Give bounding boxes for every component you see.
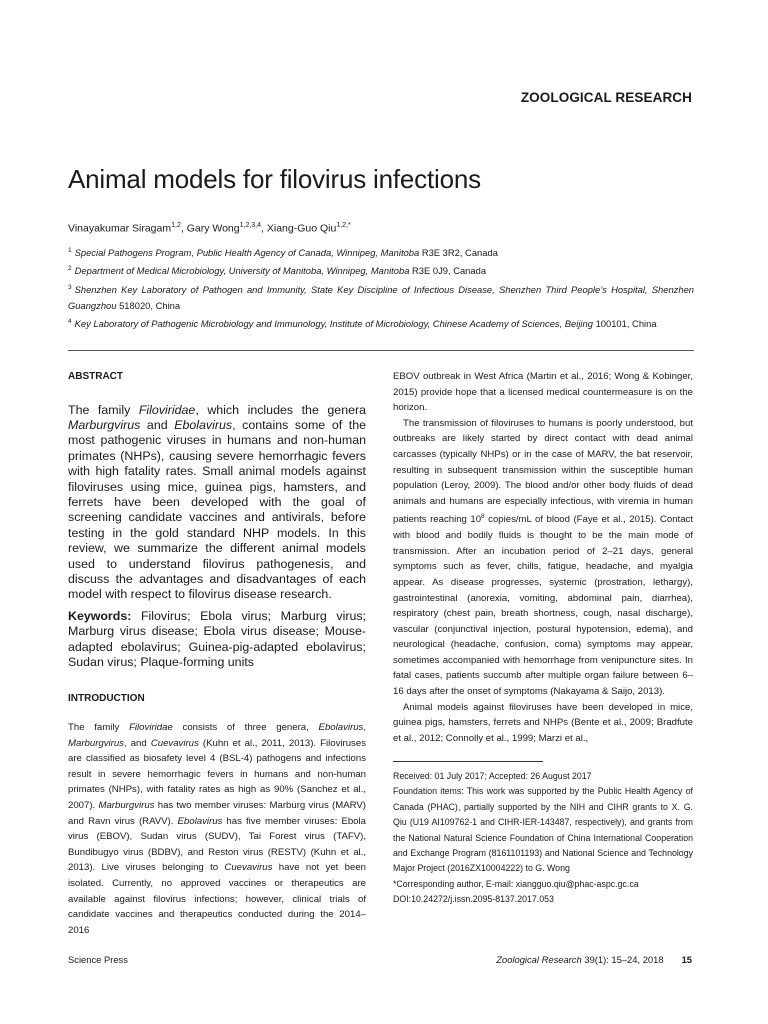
affiliation-postcode: 100101, China [595, 318, 657, 330]
author-affil-sup: 1,2,3,4 [239, 222, 262, 229]
corresponding-author: *Corresponding author, E-mail: xiangguo.qiu@phac-aspc.gc.ca [393, 878, 639, 889]
footer-citation: 39(1): 15–24, 2018 [581, 954, 664, 965]
affiliation [68, 314, 694, 332]
affiliation-text: Key Laboratory of Pathogenic Microbiology and Immunology, Institute of Microbiology, Chinese Academy of Sciences, Beijing [74, 318, 593, 330]
received-date: Received: 01 July 2017; Accepted: 26 August 2017 [393, 771, 592, 781]
abstract-heading: ABSTRACT [68, 371, 123, 382]
foundation-items: Foundation items: This work was supported by the Public Health Agency of Canada (PHAC), partially supported by the NIH and CIHR grants to X. G. Qiu (U19 AI109762-1 and CIHR-IER-143487, respectively), and grants from the National Natural Science Foundation of China International Cooperation and Exchange Program (8161101193) and National Science and Technology Major Project (2016ZX10004222) to G. Wong [393, 786, 693, 874]
footnotes [393, 769, 693, 908]
footer-journal: Zoological Research [496, 954, 582, 965]
affiliation-postcode: R3E 0J9, Canada [412, 265, 487, 277]
body-paragraph: Animal models against filoviruses have been developed in mice, guinea pigs, hamsters, ferrets and NHPs (Bente et al., 2009; Bradfute et al., 2012; Connolly et al., 1999; Marzi et al., [393, 701, 693, 744]
article-title: Animal models for filovirus infections [68, 164, 481, 194]
keywords-label: Keywords: [68, 608, 132, 623]
body-paragraph: EBOV outbreak in West Africa (Martin et al., 2016; Wong & Kobinger, 2015) provide hope that a licensed medical countermeasure is on the horizon. [393, 371, 693, 414]
affiliation-number: 3 [68, 283, 72, 291]
author-affil-sup: 1,2 [171, 222, 181, 229]
intro-paragraph: The family Filoviridae consists of three genera, Ebolavirus, Marburgvirus, and Cuevavirus (Kuhn et al., 2011, 2013). Filoviruses are classified as biosafety level 4 (BSL-4) pathogens and infections result in severe hemorrhagic fevers in humans and non-human primates (NHPs), with fatality rates as high as 90% (Sanchez et al., 2007). Marburgvirus has two member viruses: Marburg virus (MARV) and Ravn virus (RAVV). Ebolavirus has five member viruses: Ebola virus (EBOV), Sudan virus (SUDV), Tai Forest virus (TAFV), Bundibugyo virus (BDBV), and Reston virus (RESTV) (Kuhn et al., 2013). Live viruses belonging to Cuevavirus have not yet been isolated. Currently, no approved vaccines or therapeutics are available against filovirus infections; however, clinical trials of candidate vaccines and therapeutics conducted during the 2014–2016 [68, 722, 367, 936]
body-paragraph: The transmission of filoviruses to humans is poorly understood, but outbreaks are likely started by direct contact with dead animal carcasses (typically NHPs) or in the case of MARV, the bat reservoir, resulting in subsequent transmission within the susceptible human population (Leroy, 2009). The blood and/or other body fluids of dead animals and humans are especially infectious, with viremia in human patients reaching $10^8$ copies/mL of blood (Faye et al., 2015). Contact with blood and bodily fluids is thought to be the main mode of transmission. After an incubation period of 2–21 days, general symptoms such as fever, chills, fatigue, headache, and myalgia appear. As disease progresses, systemic (prostration, lethargy), gastrointestinal (anorexia, vomiting, abdominal pain, diarrhea), respiratory (chest pain, breath shortness, cough, nasal discharge), vascular (conjunctival injection, postural hypotension, edema), and neurological (headache, confusion, coma) symptoms may appear, sometimes accompanied with hemorrhage from venipuncture sites. In fatal cases, patients succumb after multiple organ failure between 6–16 days after the onset of symptoms (Nakayama & Saijo, 2013). [393, 417, 693, 698]
doi: DOI:10.24272/j.issn.2095-8137.2017.053 [393, 894, 554, 905]
affiliation-number: 2 [68, 265, 72, 273]
abstract-text: The family Filoviridae, which includes the genera Marburgvirus and Ebolavirus, contains some of the most pathogenic viruses in humans and non-human primates (NHPs), causing severe hemorrhagic fevers with high fatality rates. Small animal models against filoviruses using mice, guinea pigs, hamsters, and ferrets have been developed with the goal of screening candidate vaccines and antivirals, before testing in the gold standard NHP models. In this review, we summarize the different animal models used to understand filovirus pathogenesis, and discuss the advantages and disadvantages of each model with respect to filovirus disease research. [68, 402, 366, 602]
author-list: Vinayakumar Siragam$^{1,2}$, Gary Wong$^{1,2,3,4}$, Xiang-Guo Qiu$^{1,2,*}$ [68, 222, 351, 235]
publisher: Science Press [68, 954, 128, 965]
journal-name: ZOOLOGICAL RESEARCH [520, 90, 692, 105]
affiliation-number: 4 [68, 318, 72, 326]
header-divider [68, 350, 694, 351]
keywords-list: Filovirus; Ebola virus; Marburg virus; Marburg virus disease; Ebola virus disease; Mouse-adapted ebolavirus; Guinea-pig-adapted ebolavirus; Sudan virus; Plaque-forming units [68, 608, 366, 670]
affiliation-postcode: 518020, China [119, 299, 181, 311]
left-column [68, 369, 366, 938]
keywords [68, 609, 366, 671]
introduction-heading: INTRODUCTION [68, 692, 145, 704]
affiliation [68, 280, 694, 315]
affiliation-postcode: R3E 3R2, Canada [421, 247, 498, 259]
affiliation [68, 261, 694, 279]
right-column [393, 369, 693, 746]
affiliation-text: Shenzhen Key Laboratory of Pathogen and Immunity, State Key Discipline of Infectious Disease, Shenzhen Third People’s Hospital, Shenzhen Guangzhou [68, 283, 694, 311]
affiliation-number: 1 [68, 247, 72, 254]
citation [496, 954, 692, 965]
page-number: 15 [681, 954, 692, 965]
affiliation-text: Department of Medical Microbiology, University of Manitoba, Winnipeg, Manitoba [74, 265, 410, 277]
author-name: Vinayakumar Siragam [68, 222, 172, 235]
affiliation [68, 243, 694, 261]
author-name: Xiang-Guo Qiu [266, 222, 337, 235]
author-affil-sup: 1,2,* [336, 222, 351, 229]
author-name: Gary Wong [186, 222, 240, 235]
footnote-divider [393, 761, 543, 762]
affiliation-list [68, 243, 694, 333]
affiliation-text: Special Pathogens Program, Public Health Agency of Canada, Winnipeg, Manitoba [74, 247, 420, 259]
